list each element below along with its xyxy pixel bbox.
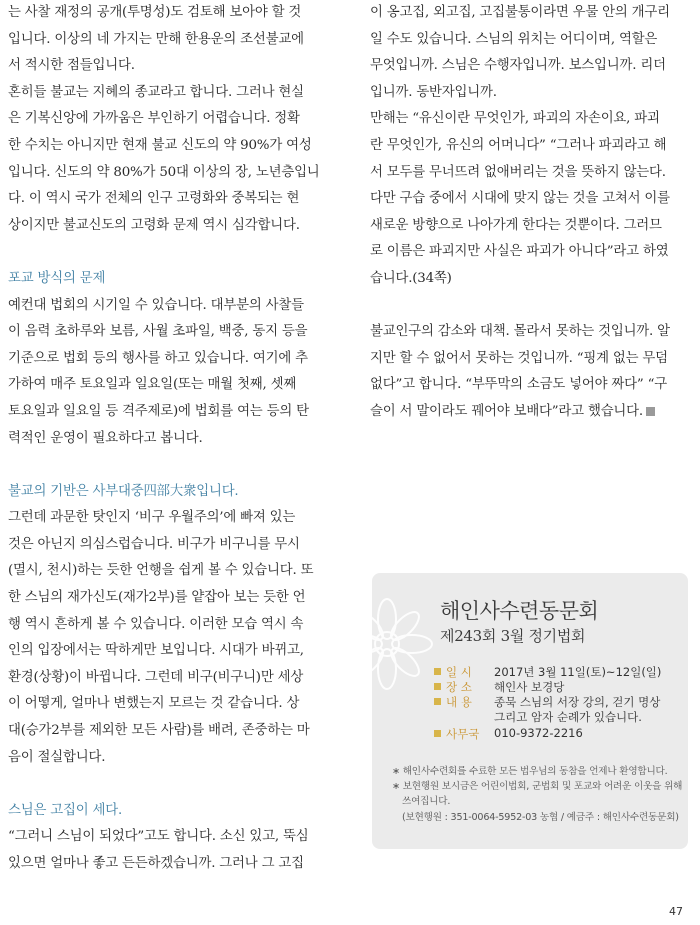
line-text: 새로운 방향으로 나아가게 한다는 것뿐이다. 그러므: [370, 217, 662, 233]
section-heading: [8, 266, 326, 293]
text-line: [8, 718, 326, 745]
text-line: [370, 346, 688, 373]
left-column: [8, 0, 326, 878]
line-text: 란 무엇인가, 유신의 어머니다” “그러나 파괴라고 해: [370, 137, 667, 153]
text-line: [370, 133, 688, 160]
paragraph-gap: [8, 239, 326, 266]
section-heading: [8, 479, 326, 506]
text-line: [8, 426, 326, 453]
paragraph-gap: [370, 293, 688, 320]
page-number: 47: [669, 905, 683, 918]
notice-info-value: 2017년 3월 11일(토)~12일(일): [494, 665, 662, 679]
text-line: [370, 160, 688, 187]
line-text: 입니까. 동반자입니까.: [370, 84, 497, 100]
notice-footnote: (보현행원 : 351-0064-5952-03 농협 / 예금주 : 해인사수련동문회): [402, 812, 679, 823]
line-text: 이 옹고집, 외고집, 고집불통이라면 우물 안의 개구리: [370, 5, 670, 20]
text-line: [370, 319, 688, 346]
line-text: 한 스님의 재가신도(재가2부)를 얕잡아 보는 듯한 언: [8, 590, 306, 606]
line-text: 은 기복신앙에 가까움은 부인하기 어렵습니다. 정확: [8, 111, 300, 127]
line-text: 예컨대 법회의 시기일 수 있습니다. 대부분의 사찰들: [8, 297, 304, 313]
text-line: [8, 691, 326, 718]
notice-footnote: ∗ 보현행원 보시금은 어린이법회, 군법회 및 포교와 어려운 이웃을 위해: [392, 781, 683, 792]
text-line: [370, 239, 688, 266]
line-text: 로 이름은 파괴지만 사실은 파괴가 아니다”라고 하였: [370, 244, 669, 260]
text-line: [370, 0, 688, 27]
lotus-icon: [372, 589, 442, 699]
notice-info-value: 해인사 보경당: [494, 680, 565, 694]
notice-info-value: 그리고 암자 순례가 있습니다.: [494, 710, 642, 724]
line-text: 서 모두를 무너뜨려 없애버리는 것을 뜻하지 않는다.: [370, 164, 666, 180]
text-line: [8, 53, 326, 80]
line-text: 행 역시 흔하게 볼 수 있습니다. 이러한 모습 역시 속: [8, 616, 304, 632]
line-text: 입니다. 이상의 네 가지는 만해 한용운의 조선불교에: [8, 31, 304, 47]
text-line: [8, 824, 326, 851]
text-line: [8, 80, 326, 107]
text-line: [8, 293, 326, 320]
line-text: 스님은 고집이 세다.: [8, 802, 123, 818]
line-text: 불교인구의 감소와 대책. 몰라서 못하는 것입니까. 알: [370, 324, 670, 340]
line-text: 만해는 “유신이란 무엇인가, 파괴의 자손이요, 파괴: [370, 111, 660, 127]
notice-title: 해인사수련동문회: [440, 599, 599, 623]
notice-label-text: 내 용: [446, 695, 472, 709]
notice-info-label: [434, 694, 472, 710]
line-text: 이 음력 초하루와 보름, 사월 초파일, 백중, 동지 등을: [8, 324, 308, 340]
line-text: 없다”고 합니다. “부뚜막의 소금도 넣어야 짜다” “구: [370, 377, 667, 393]
line-text: (멸시, 천시)하는 듯한 언행을 쉽게 볼 수 있습니다. 또: [8, 563, 314, 579]
line-text: “그러니 스님이 되었다”고도 합니다. 소신 있고, 뚝심: [8, 829, 309, 845]
line-text: 지만 할 수 없어서 못하는 것입니까. “핑계 없는 무덤: [370, 350, 668, 366]
section-heading: [8, 798, 326, 825]
paragraph-gap: [8, 771, 326, 798]
line-text: 입니다. 신도의 약 80%가 50대 이상의 장, 노년층입니: [8, 164, 320, 180]
notice-info-label: [434, 664, 472, 680]
text-line: [8, 532, 326, 559]
line-text: 다. 이 역시 국가 전체의 인구 고령화와 중복되는 현: [8, 191, 300, 207]
text-line: [8, 0, 326, 27]
text-line: [8, 665, 326, 692]
bullet-square-icon: [434, 698, 441, 705]
text-line: [8, 372, 326, 399]
text-line: [8, 319, 326, 346]
line-text: 이 어떻게, 얼마나 변했는지 모르는 것 같습니다. 상: [8, 696, 300, 712]
text-line: [370, 372, 688, 399]
line-text: 혼히들 불교는 지혜의 종교라고 합니다. 그러나 현실: [8, 84, 304, 100]
line-text: 기준으로 법회 등의 행사를 하고 있습니다. 여기에 추: [8, 350, 308, 366]
text-line: [8, 505, 326, 532]
bullet-square-icon: [434, 668, 441, 675]
notice-footnote: ∗ 해인사수련회를 수료한 모든 법우님의 동참을 언제나 환영합니다.: [392, 766, 668, 777]
notice-info-value: 010-9372-2216: [494, 726, 583, 740]
text-line: [370, 53, 688, 80]
text-line: [370, 266, 688, 293]
line-text: 습니다.(34쪽): [370, 270, 452, 286]
line-text: 일 수도 있습니다. 스님의 위치는 어디이며, 역할은: [370, 31, 658, 47]
line-text: 한 수치는 아니지만 현재 불교 신도의 약 90%가 여성: [8, 137, 312, 153]
notice-label-text: 사무국: [446, 727, 480, 741]
notice-info-label: [434, 726, 479, 742]
line-text: 토요일과 일요일 등 격주제로)에 법회를 여는 등의 탄: [8, 403, 309, 419]
text-line: [8, 612, 326, 639]
text-line: [370, 399, 688, 426]
paragraph-gap: [8, 452, 326, 479]
text-line: [370, 106, 688, 133]
notice-label-text: 일 시: [446, 665, 472, 679]
text-line: [370, 80, 688, 107]
line-text: 다만 구습 중에서 시대에 맞지 않는 것을 고쳐서 이를: [370, 191, 670, 207]
line-text: 서 적시한 점들입니다.: [8, 58, 135, 74]
text-line: [8, 133, 326, 160]
notice-label-text: 장 소: [446, 680, 472, 694]
text-line: [8, 27, 326, 54]
text-line: [8, 106, 326, 133]
line-text: 음이 절실합니다.: [8, 749, 106, 765]
line-text: 그런데 과문한 탓인지 ‘비구 우월주의’에 빠져 있는: [8, 510, 296, 526]
line-text: 것은 아닌지 의심스럽습니다. 비구가 비구니를 무시: [8, 536, 300, 552]
text-line: [8, 558, 326, 585]
text-line: [8, 186, 326, 213]
end-mark-icon: [646, 407, 655, 416]
line-text: 대(승가2부를 제외한 모든 사람)를 배려, 존중하는 마: [8, 723, 310, 739]
notice-info-value: 종묵 스님의 서장 강의, 걷기 명상: [494, 695, 661, 709]
line-text: 상이지만 불교신도의 고령화 문제 역시 심각합니다.: [8, 217, 300, 233]
line-text: 불교의 기반은 사부대중四部大衆입니다.: [8, 483, 239, 499]
text-line: [370, 213, 688, 240]
text-line: [8, 638, 326, 665]
line-text: 포교 방식의 문제: [8, 270, 106, 286]
text-line: [8, 745, 326, 772]
text-line: [8, 213, 326, 240]
line-text: 력적인 운영이 필요하다고 봅니다.: [8, 430, 203, 446]
notice-info-label: [434, 679, 472, 695]
notice-footnote: 쓰여집니다.: [402, 796, 451, 807]
notice-subtitle: 제243회 3월 정기법회: [440, 627, 586, 645]
line-text: 인의 입장에서는 딱하게만 보입니다. 시대가 바뀌고,: [8, 643, 304, 659]
bullet-square-icon: [434, 730, 441, 737]
text-line: [8, 160, 326, 187]
line-text: 슬이 서 말이라도 꿰어야 보배다”라고 했습니다.: [370, 403, 643, 419]
line-text: 는 사찰 재정의 공개(투명성)도 검토해 보아야 할 것: [8, 5, 302, 20]
text-line: [370, 186, 688, 213]
line-text: 있으면 얼마나 좋고 든든하겠습니까. 그러나 그 고집: [8, 856, 304, 871]
line-text: 가하여 매주 토요일과 일요일(또는 매월 첫째, 셋째: [8, 377, 297, 393]
text-line: [8, 399, 326, 426]
bullet-square-icon: [434, 683, 441, 690]
line-text: 환경(상황)이 바뀝니다. 그런데 비구(비구니)만 세상: [8, 669, 304, 685]
right-column: [370, 0, 688, 426]
event-notice-box: [372, 573, 688, 849]
text-line: [8, 851, 326, 878]
text-line: [8, 585, 326, 612]
text-line: [370, 27, 688, 54]
line-text: 무엇입니까. 스님은 수행자입니까. 보스입니까. 리더: [370, 58, 666, 74]
text-line: [8, 346, 326, 373]
